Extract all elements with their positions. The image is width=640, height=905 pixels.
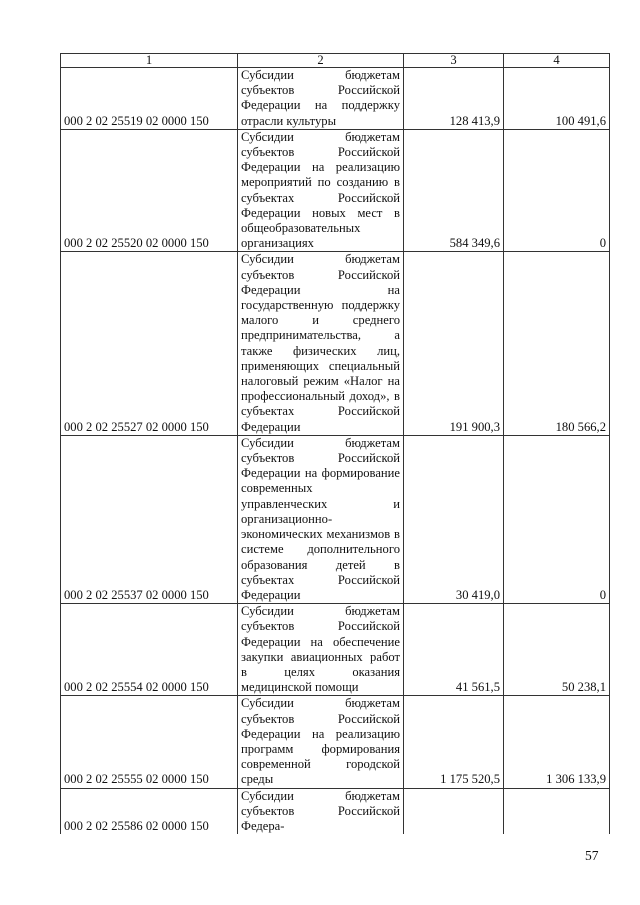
amount-col4: 0 <box>504 435 610 603</box>
budget-code: 000 2 02 25554 02 0000 150 <box>61 604 238 696</box>
table-row <box>61 788 610 834</box>
amount-col3: 1 175 520,5 <box>404 696 504 788</box>
amount-col3: 191 900,3 <box>404 252 504 435</box>
amount-col4: 180 566,2 <box>504 252 610 435</box>
amount-col3 <box>404 788 504 834</box>
column-header-4: 4 <box>504 54 610 68</box>
budget-code: 000 2 02 25527 02 0000 150 <box>61 252 238 435</box>
amount-col4: 0 <box>504 129 610 252</box>
item-description: Субсидии бюджетам субъектов Российской Федерации на обеспечение закупки авиационных работ в целях оказания медицинской помощи <box>238 604 404 696</box>
page-number: 57 <box>585 848 599 863</box>
table-row <box>61 435 610 603</box>
item-description: Субсидии бюджетам субъектов Российской Федерации на формирование современных управленческих и организационно-экономических механизмов в системе дополнительного образования детей в субъектах Российской Федерации <box>238 435 404 603</box>
amount-col3: 30 419,0 <box>404 435 504 603</box>
budget-code: 000 2 02 25537 02 0000 150 <box>61 435 238 603</box>
column-header-1: 1 <box>61 54 238 68</box>
amount-col4 <box>504 788 610 834</box>
table-row <box>61 696 610 788</box>
item-description: Субсидии бюджетам субъектов Российской Федерации на реализацию мероприятий по созданию в субъектах Российской Федерации новых мест в общеобразовательных организациях <box>238 129 404 252</box>
budget-table <box>60 53 610 834</box>
budget-code: 000 2 02 25586 02 0000 150 <box>61 788 238 834</box>
table-row <box>61 604 610 696</box>
table-row <box>61 252 610 435</box>
column-header-3: 3 <box>404 54 504 68</box>
amount-col4: 1 306 133,9 <box>504 696 610 788</box>
column-header-2: 2 <box>238 54 404 68</box>
table-row <box>61 129 610 252</box>
item-description: Субсидии бюджетам субъектов Российской Федера- <box>238 788 404 834</box>
budget-code: 000 2 02 25519 02 0000 150 <box>61 68 238 130</box>
budget-code: 000 2 02 25555 02 0000 150 <box>61 696 238 788</box>
item-description: Субсидии бюджетам субъектов Российской Федерации на государственную поддержку малого и среднего предпринимательства, а также физических лиц, применяющих специальный налоговый режим «Налог на профессиональный доход», в субъектах Российской Федерации <box>238 252 404 435</box>
table-header-row <box>61 54 610 68</box>
amount-col4: 100 491,6 <box>504 68 610 130</box>
amount-col4: 50 238,1 <box>504 604 610 696</box>
table-row <box>61 68 610 130</box>
item-description: Субсидии бюджетам субъектов Российской Федерации на поддержку отрасли культуры <box>238 68 404 130</box>
amount-col3: 128 413,9 <box>404 68 504 130</box>
budget-code: 000 2 02 25520 02 0000 150 <box>61 129 238 252</box>
amount-col3: 584 349,6 <box>404 129 504 252</box>
amount-col3: 41 561,5 <box>404 604 504 696</box>
item-description: Субсидии бюджетам субъектов Российской Федерации на реализацию программ формирования современной городской среды <box>238 696 404 788</box>
